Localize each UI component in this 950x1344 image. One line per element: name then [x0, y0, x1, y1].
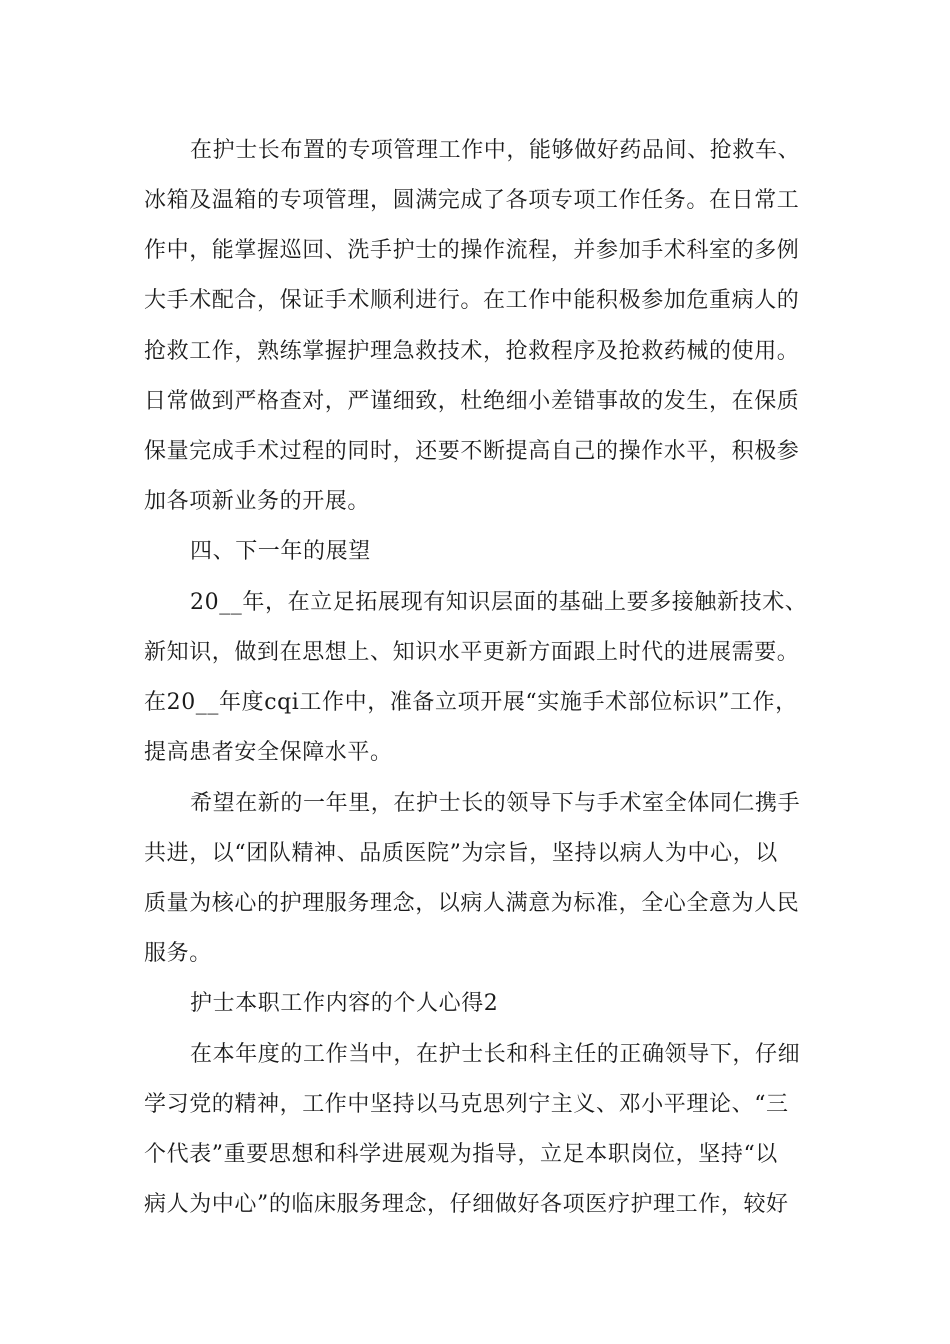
text-line: 质量为核心的护理服务理念，以病人满意为标准，全心全意为人民: [144, 891, 800, 916]
text-line: 在护士长布置的专项管理工作中，能够做好药品间、抢救车、: [190, 138, 801, 163]
text-line: 大手术配合，保证手术顺利进行。在工作中能积极参加危重病人的: [144, 288, 800, 313]
section-title: 护士本职工作内容的个人心得2: [190, 991, 499, 1016]
text-line: 在20__年度cqi工作中，准备立项开展“实施手术部位标识”工作，: [144, 690, 798, 715]
text-line: 希望在新的一年里，在护士长的领导下与手术室全体同仁携手: [190, 791, 801, 816]
text-line: 20__年，在立足拓展现有知识层面的基础上要多接触新技术、: [190, 590, 808, 615]
text-line: 加各项新业务的开展。: [144, 489, 371, 514]
text-line: 病人为中心”的临床服务理念，仔细做好各项医疗护理工作，较好: [144, 1192, 789, 1217]
text-line: 共进，以“团队精神、品质医院”为宗旨，坚持以病人为中心，以: [144, 841, 778, 866]
text-line: 日常做到严格查对，严谨细致，杜绝细小差错事故的发生，在保质: [144, 389, 800, 414]
section-heading: 四、下一年的展望: [190, 539, 371, 564]
text-line: 新知识，做到在思想上、知识水平更新方面跟上时代的进展需要。: [144, 640, 800, 665]
text-line: 作中，能掌握巡回、洗手护士的操作流程，并参加手术科室的多例: [144, 238, 800, 263]
text-line: 抢救工作，熟练掌握护理急救技术，抢救程序及抢救药械的使用。: [144, 339, 800, 364]
text-line: 学习党的精神，工作中坚持以马克思列宁主义、邓小平理论、“三: [144, 1092, 789, 1117]
text-line: 服务。: [144, 941, 212, 966]
text-line: 提高患者安全保障水平。: [144, 740, 393, 765]
text-line: 在本年度的工作当中，在护士长和科主任的正确领导下，仔细: [190, 1042, 801, 1067]
text-line: 保量完成手术过程的同时，还要不断提高自己的操作水平，积极参: [144, 439, 800, 464]
text-line: 冰箱及温箱的专项管理，圆满完成了各项专项工作任务。在日常工: [144, 188, 800, 213]
text-line: 个代表”重要思想和科学进展观为指导，立足本职岗位，坚持“以: [144, 1142, 778, 1167]
